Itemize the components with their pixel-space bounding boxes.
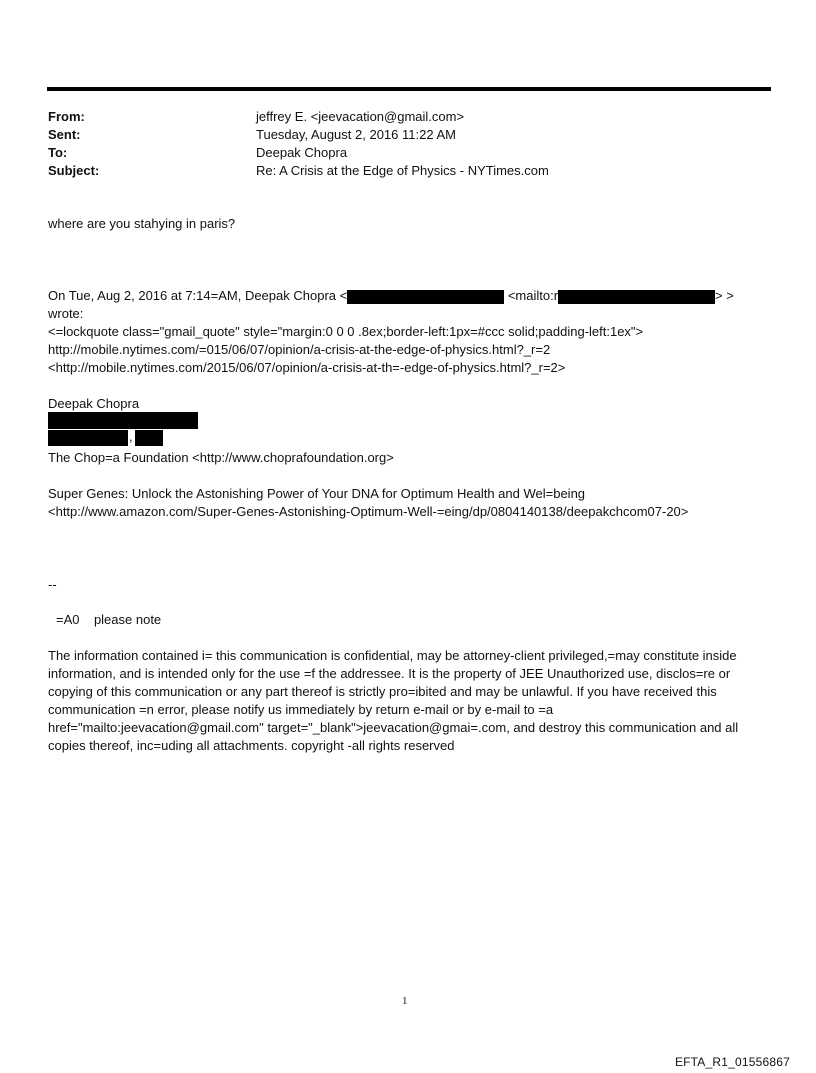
- sent-value: Tuesday, August 2, 2016 11:22 AM: [256, 127, 456, 142]
- signature-separator: --: [48, 577, 57, 592]
- link-line-1: http://mobile.nytimes.com/=015/06/07/opinion/a-crisis-at-the-edge-of-physics.html?_r=2: [48, 342, 551, 357]
- blockquote-line: <=lockquote class="gmail_quote" style="margin:0 0 0 .8ex;border-left:1px=#ccc solid;padding-left:1ex">: [48, 324, 644, 339]
- email-header: [48, 108, 768, 180]
- redaction-block: [347, 290, 504, 304]
- subject-label: Subject:: [48, 163, 100, 178]
- header-rule: [47, 87, 771, 91]
- from-row: [48, 108, 768, 126]
- page-number: 1: [402, 995, 408, 1007]
- foundation-line: The Chop=a Foundation <http://www.choprafoundation.org>: [48, 450, 394, 465]
- wrote-line: wrote:: [48, 306, 84, 321]
- to-value: Deepak Chopra: [256, 145, 348, 160]
- quote-intro-text: On Tue, Aug 2, 2016 at 7:14=AM, Deepak Chopra <: [48, 288, 348, 303]
- please-note: =A0 please note: [56, 612, 162, 627]
- quote-intro: [48, 287, 734, 305]
- quote-intro-end: > >: [715, 288, 734, 303]
- signature-comma: ,: [129, 429, 133, 444]
- redaction-block: [48, 430, 128, 446]
- subject-row: [48, 162, 768, 180]
- subject-value: Re: A Crisis at the Edge of Physics - NYTimes.com: [256, 163, 549, 178]
- redaction-block: [558, 290, 715, 304]
- disclaimer-text: The information contained i= this communication is confidential, may be attorney-client privileged,=may constitute inside information, and is intended only for the use =f the addressee. It is the property of JEE Unauthorized use, disclos=re or copying of this communication or any part thereof is strictly pro=ibited and may be unlawful. If you have received this communication =n error, please notify us immediately by return e-mail or by e-mail to =a href="mailto:jeevacation@gmail.com" target="_blank">jeevacation@gmai=.com, and destroy this communication and all copies thereof, inc=uding all attachments. copyright -all rights reserved: [48, 648, 739, 753]
- book-line-1: Super Genes: Unlock the Astonishing Power of Your DNA for Optimum Health and Wel=being: [48, 486, 586, 501]
- redaction-block: [48, 412, 198, 429]
- quote-intro-mailto: <mailto:r: [507, 288, 559, 303]
- to-label: To:: [48, 145, 68, 160]
- sent-label: Sent:: [48, 127, 81, 142]
- link-line-2: <http://mobile.nytimes.com/2015/06/07/opinion/a-crisis-at-th=-edge-of-physics.html?_r=2>: [48, 360, 566, 375]
- from-value: jeffrey E. <jeevacation@gmail.com>: [256, 109, 465, 124]
- redaction-block: [135, 430, 163, 446]
- reply-text: where are you stahying in paris?: [48, 216, 236, 231]
- bates-number: EFTA_R1_01556867: [674, 1055, 790, 1069]
- book-line-2: <http://www.amazon.com/Super-Genes-Astonishing-Optimum-Well-=eing/dp/0804140138/deepakchcom07-20>: [48, 504, 689, 519]
- signature-name: Deepak Chopra: [48, 396, 140, 411]
- from-label: From:: [48, 109, 85, 124]
- sent-row: [48, 126, 768, 144]
- to-row: [48, 144, 768, 162]
